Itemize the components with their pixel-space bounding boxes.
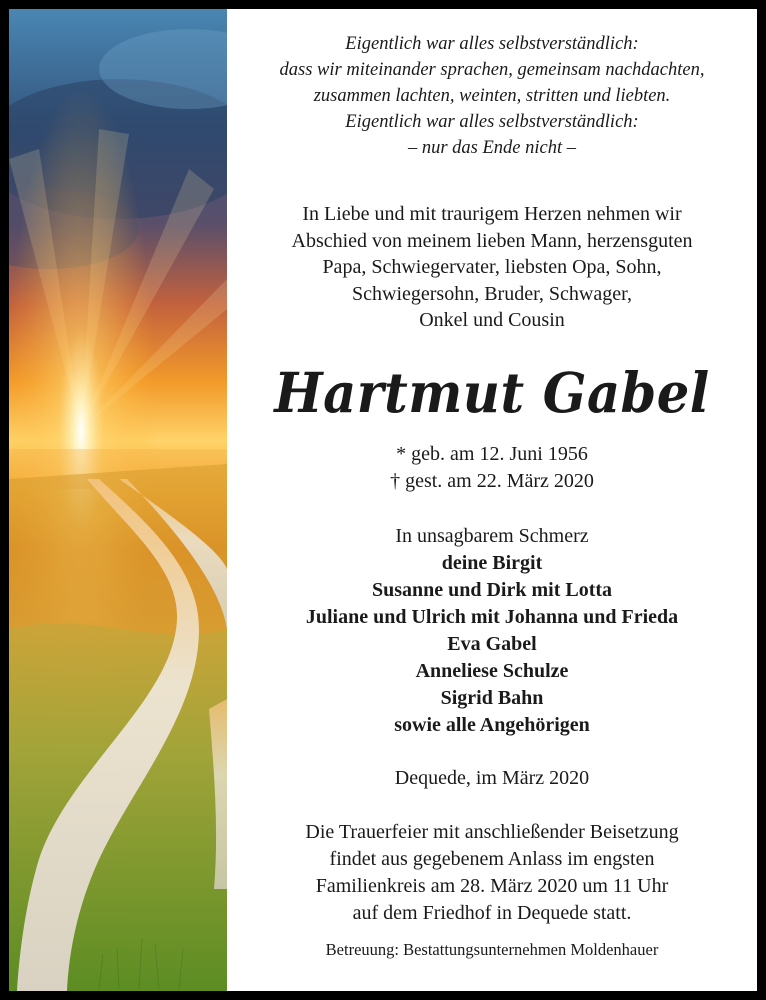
farewell-line: Papa, Schwiegervater, liebsten Opa, Sohn, [322,256,662,278]
deceased-name: Hartmut Gabel [274,360,710,425]
farewell-line: Onkel und Cousin [419,309,565,331]
death-date: † gest. am 22. März 2020 [390,470,594,492]
obituary-notice [9,9,757,991]
service-line: auf dem Friedhof in Dequede statt. [352,902,632,924]
motto-line: zusammen lachten, weinten, stritten und liebten. [313,86,671,106]
service-line: Die Trauerfeier mit anschließender Beisetzung [305,821,679,843]
mourner-name: Juliane und Ulrich mit Johanna und Frieda [305,606,679,628]
sunset-field-path-image [9,9,227,991]
service-line: Familienkreis am 28. März 2020 um 11 Uhr [315,875,669,897]
mourners-intro: In unsagbarem Schmerz [395,525,589,547]
funeral-service-info [227,819,757,927]
sunset-field-path-photo [9,9,227,991]
undertaker-credit: Betreuung: Bestattungsunternehmen Moldenhauer [325,940,659,959]
notice-content [227,9,757,991]
service-line: findet aus gegebenem Anlass im engsten [329,848,655,870]
motto-line: Eigentlich war alles selbstverständlich: [345,112,639,132]
mourner-name: Susanne und Dirk mit Lotta [371,579,613,601]
mourner-name: deine Birgit [441,552,543,574]
place-date: Dequede, im März 2020 [394,767,590,789]
farewell-line: Abschied von meinem lieben Mann, herzensguten [291,229,693,252]
motto-poem [227,31,757,161]
mourner-name: Anneliese Schulze [415,660,569,682]
farewell-text [227,201,757,334]
mourners-list [227,550,757,739]
birth-date: * geb. am 12. Juni 1956 [396,443,588,465]
life-dates [227,441,757,495]
farewell-line: Schwiegersohn, Bruder, Schwager, [352,282,632,305]
motto-line: Eigentlich war alles selbstverständlich: [345,34,639,54]
farewell-line: In Liebe und mit traurigem Herzen nehmen wir [302,203,682,225]
mourner-name: sowie alle Angehörigen [394,714,590,736]
mourner-name: Sigrid Bahn [440,687,544,709]
motto-line: dass wir miteinander sprachen, gemeinsam nachdachten, [279,60,705,80]
mourner-name: Eva Gabel [447,633,537,655]
motto-line: – nur das Ende nicht – [407,138,577,158]
